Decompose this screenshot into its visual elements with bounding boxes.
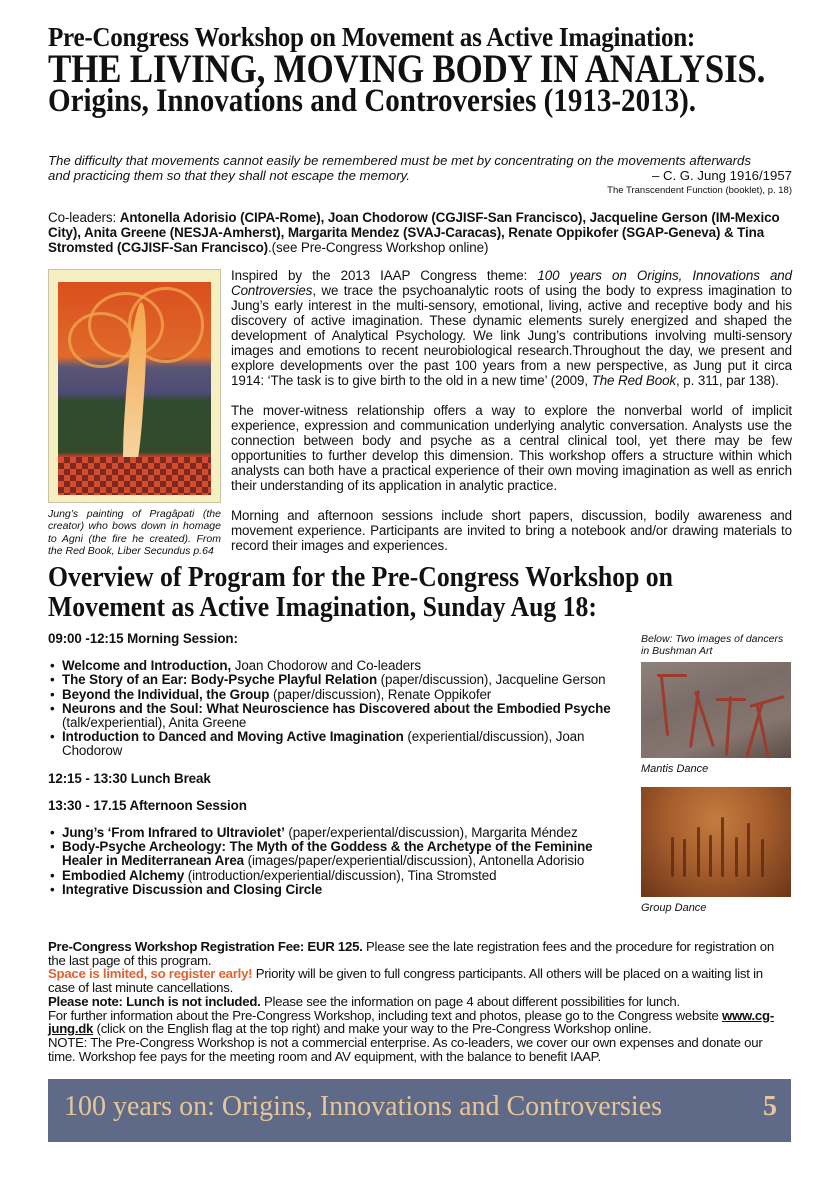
title-line-2: THE LIVING, MOVING BODY IN ANALYSIS.	[48, 46, 766, 91]
title-line-3: Origins, Innovations and Controversies (1913-2013).	[48, 83, 697, 119]
epigraph	[48, 153, 792, 183]
page-number: 5	[763, 1091, 777, 1122]
title-line-1: Pre-Congress Workshop on Movement as Active Imagination:	[48, 22, 696, 52]
afternoon-session-list	[48, 826, 618, 897]
registration-info	[48, 940, 792, 1063]
list-item: • The Story of an Ear: Body-Psyche Playful Relation (paper/discussion), Jacqueline Gerson	[48, 673, 618, 687]
list-item: • Body-Psyche Archeology: The Myth of the Goddess & the Archetype of the Feminine Healer in Mediterranean Area (images/paper/experiential/discussion), Antonella Adorisio	[48, 840, 618, 868]
bushman-art-sidebar	[641, 633, 791, 914]
non-commercial-note: NOTE: The Pre-Congress Workshop is not a commercial enterprise. As co-leaders, we cover our own expenses and donate our time. Workshop fee pays for the meeting room and AV equipment, with the balance to benefit IAAP.	[48, 1034, 763, 1064]
list-item: • Integrative Discussion and Closing Circle	[48, 883, 618, 897]
list-item: • Welcome and Introduction, Joan Chodorow and Co-leaders	[48, 659, 618, 673]
space-limited-notice: Space is limited, so register early! Priority will be given to full congress participants. All others will be placed on a waiting list in case of last minute cancellations.	[48, 966, 763, 996]
intro-text	[231, 268, 792, 568]
morning-session-heading: 09:00 -12:15 Morning Session:	[48, 631, 238, 646]
checkered-floor	[58, 457, 211, 495]
coleaders-names: Antonella Adorisio (CIPA-Rome), Joan Chodorow (CGJISF-San Francisco), Jacqueline Gerson (IM-Mexico City), Anita Greene (NESJA-Amherst), Margarita Mendez (SVAJ-Caracas), Renate Oppikofer (SGAP-Geneva) & Tina Stromsted (CGJISF-San Francisco)	[48, 210, 780, 255]
overview-heading: Overview of Program for the Pre-Congress Workshop on Movement as Active Imagination, Sunday Aug 18:	[48, 561, 673, 623]
mantis-dance-image	[641, 662, 791, 758]
program-schedule	[48, 632, 618, 910]
morning-session-list	[48, 659, 618, 758]
epigraph-author: – C. G. Jung 1916/1957	[651, 168, 792, 183]
epigraph-source: The Transcendent Function (booklet), p. 18)	[607, 185, 792, 196]
epigraph-line-1: The difficulty that movements cannot easily be remembered must be met by concentrating on the movements afterwards	[48, 153, 751, 168]
pragapati-painting-image	[48, 269, 221, 503]
afternoon-session-heading: 13:30 - 17.15 Afternoon Session	[48, 797, 247, 813]
group-dance-label: Group Dance	[641, 901, 707, 914]
list-item: • Neurons and the Soul: What Neuroscience has Discovered about the Embodied Psyche (talk/experiential), Anita Greene	[48, 702, 618, 730]
footer-bar	[48, 1079, 791, 1142]
painting-artwork	[58, 282, 211, 495]
coleaders-label: Co-leaders:	[48, 210, 120, 225]
epigraph-line-2: and practicing them so that they shall not escape the memory.	[48, 168, 410, 183]
footer-title: 100 years on: Origins, Innovations and Controversies	[64, 1091, 663, 1122]
coleaders-suffix: .(see Pre-Congress Workshop online)	[268, 240, 489, 255]
coleaders-paragraph	[48, 210, 792, 255]
sidebar-caption: Below: Two images of dancers in Bushman Art	[641, 633, 784, 658]
congress-website-link[interactable]: www.cg-jung.dk	[48, 1007, 774, 1037]
intro-paragraph-3: Morning and afternoon sessions include short papers, discussion, bodily awareness and movement experience. Participants are invited to bring a notebook and/or drawing materials to record their images and experiences.	[231, 508, 792, 553]
further-info: For further information about the Pre-Congress Workshop, including text and photos, please go to the Congress website www.cg-jung.dk (click on the English flag at the top right) and make your way to the Pre-Congress Workshop online.	[48, 1007, 774, 1037]
mantis-dance-label: Mantis Dance	[641, 762, 709, 775]
group-dance-image	[641, 787, 791, 897]
painting-caption: Jung’s painting of Pragâpati (the creator) who bows down in homage to Agni (the fire he created). From the Red Book, Liber Secundus p.64	[48, 508, 221, 558]
intro-paragraph-2: The mover-witness relationship offers a way to explore the nonverbal world of implicit experience, expression and communication underlying analytic conversation. Analysts use the connection between body and psyche as a central clinical tool, yet there may be few opportunities to further develop this dimension. This workshop offers a structure within which analysts can both have a practical experience of their own moving imagination as well as enrich their understanding of its application in analytic practice.	[231, 403, 792, 493]
list-item: • Embodied Alchemy (introduction/experiential/discussion), Tina Stromsted	[48, 869, 618, 883]
list-item: • Jung’s ‘From Infrared to Ultraviolet’ (paper/experiental/discussion), Margarita Méndez	[48, 826, 618, 840]
intro-paragraph-1: Inspired by the 2013 IAAP Congress theme: 100 years on Origins, Innovations and Controversies, we trace the psychoanalytic roots of using the body to express imagination to Jung’s early interest in the multi-sensory, emotional, living, active and receptive body and his discovery of active imagination. These dynamic elements surely energized and shaped the development of Analytical Psychology. We link Jung’s contributions involving multi-sensory images and emotions to recent neurobiological research.Throughout the day, we present and explore developments over the past 100 years from a new perspective, as Jung put it circa 1914: ‘The task is to give birth to the old in a new time’ (2009, The Red Book, p. 311, par 138).	[231, 268, 793, 388]
lunch-break-heading: 12:15 - 13:30 Lunch Break	[48, 770, 211, 786]
lunch-note: Please note: Lunch is not included. Please see the information on page 4 about different possibilities for lunch.	[48, 993, 680, 1009]
list-item: • Beyond the Individual, the Group (paper/discussion), Renate Oppikofer	[48, 688, 618, 702]
list-item: • Introduction to Danced and Moving Active Imagination (experiential/discussion), Joan Chodorow	[48, 730, 618, 758]
registration-fee: Pre-Congress Workshop Registration Fee: EUR 125. Please see the late registration fees and the procedure for registration on the last page of this program.	[48, 939, 774, 968]
